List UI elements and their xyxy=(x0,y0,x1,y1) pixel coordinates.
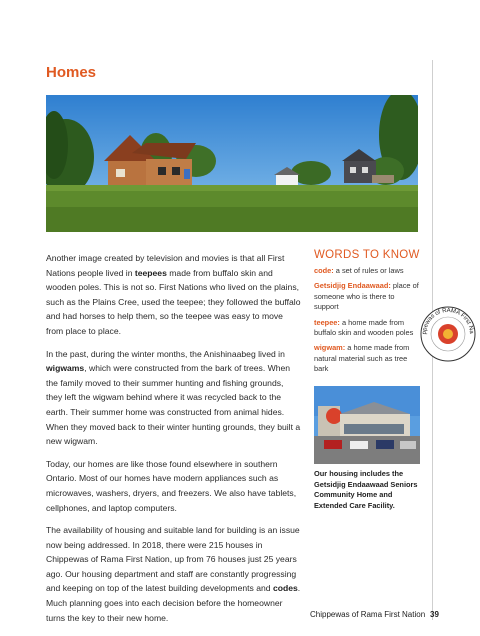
words-to-know-title: WORDS TO KNOW xyxy=(314,249,420,261)
glossary-term: wigwam: xyxy=(314,343,346,353)
body-text-run: Another image created by television and movies is that all First Nations people lived in xyxy=(46,253,285,278)
glossary-entry-wigwam xyxy=(314,343,420,374)
photo-caption: Our housing includes the Getsidjig Endaawaad Seniors Community Home and Extended Care Facility. xyxy=(314,469,418,510)
paragraph-teepees xyxy=(46,251,302,339)
glossary-term: Getsidjig Endaawaad: xyxy=(314,281,391,291)
glossary-entry-code xyxy=(314,266,420,276)
page-number: 39 xyxy=(430,610,439,619)
paragraph-wigwams xyxy=(46,347,302,449)
seal-text: ppewas of RAMA First Na xyxy=(421,307,475,335)
houses-photo xyxy=(46,95,418,232)
page-title: Homes xyxy=(46,64,97,81)
key-term: teepees xyxy=(134,267,167,278)
rama-first-nation-seal xyxy=(418,304,478,364)
glossary-definition: a set of rules or laws xyxy=(335,266,404,275)
body-text xyxy=(46,251,302,633)
body-text-run: The availability of housing and suitable land for building is an issue now being addressed. In 2018, there were 215 houses in Chippewas of Rama First Nation, up from 76 houses just 25 years ago. Our housing department and staff are constantly progressing and keeping on top of the latest building developments and xyxy=(46,525,300,594)
page-footer xyxy=(0,610,480,624)
footer-publication: Chippewas of Rama First Nation xyxy=(310,610,426,619)
glossary-entry-getsidjig xyxy=(314,281,420,312)
key-term: codes xyxy=(272,583,298,594)
body-text-run: , which were constructed from the bark of trees. When the family moved to their summer hunting and fishing grounds, they left the wigwam behind where it was recycled back to the earth. Their summer home was constructed from animal hides. When they moved back to their winter hunting grounds, they built a new wigwam. xyxy=(46,363,301,447)
glossary-entry-teepee xyxy=(314,318,420,339)
body-text-run: . Much planning goes into each decision before the homeowner turns the key to their new home. xyxy=(46,583,301,623)
body-text-run: Today, our homes are like those found elsewhere in southern Ontario. Most of our homes have modern appliances such as microwaves, washers, dryers, and freezers. We also have tablets, cellphones, and laptop computers. xyxy=(46,458,297,513)
seniors-home-photo xyxy=(314,386,420,464)
glossary-definition: a home made from buffalo skin and wooden poles xyxy=(314,317,414,338)
glossary-definition: place of someone who is there to support xyxy=(314,281,419,312)
body-text-run: In the past, during the winter months, the Anishinaabeg lived in xyxy=(46,348,285,359)
body-text-run: made from buffalo skin and wooden poles. This is not so. First Nations who lived on the plains, such as the Plains Cree, used the teepee; they followed the buffalo and had horses to help them, so the teepee was easy to move from place to place. xyxy=(46,267,301,336)
paragraph-today xyxy=(46,457,302,515)
glossary-term: teepee: xyxy=(314,317,340,327)
glossary-definition: a home made from natural material such as tree bark xyxy=(314,343,410,374)
words-to-know-box xyxy=(314,249,420,380)
key-term: wigwams xyxy=(46,363,85,374)
glossary-term: code: xyxy=(314,266,334,275)
